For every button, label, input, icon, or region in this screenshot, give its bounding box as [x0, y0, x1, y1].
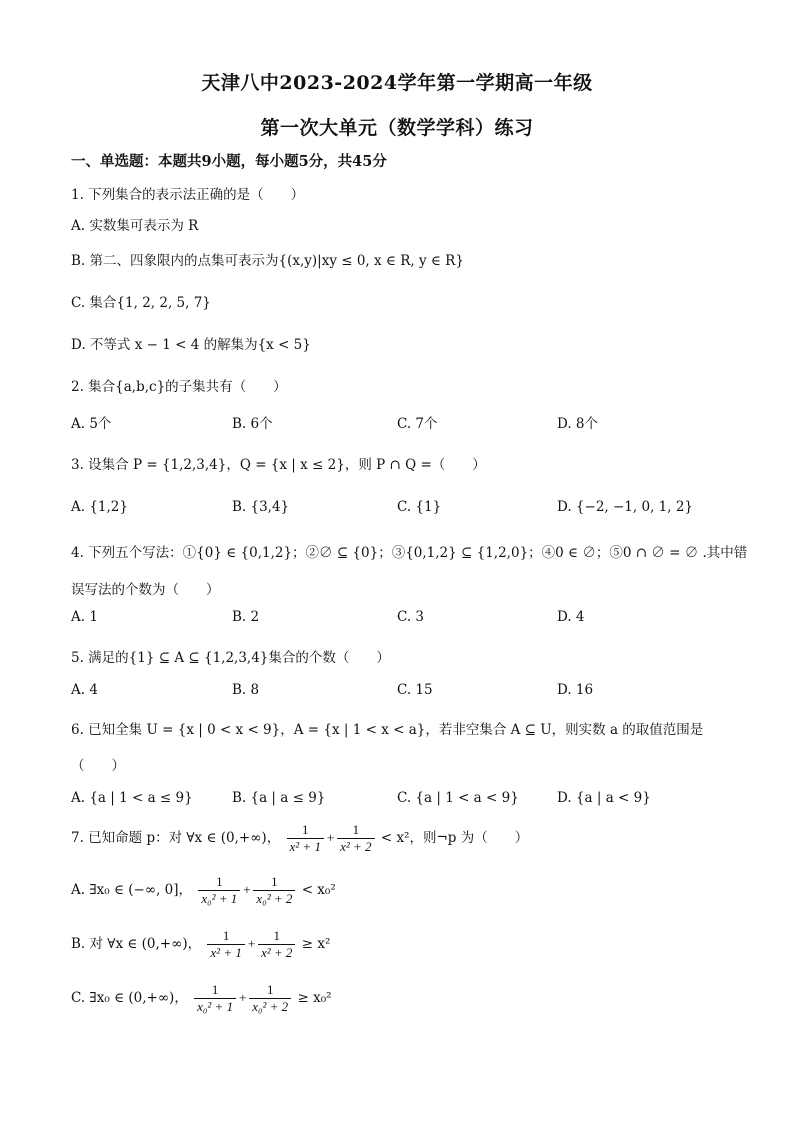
- q3-option-a: A. {1,2}: [71, 499, 128, 515]
- q7-option-c-prefix: C. ∃x₀ ∈ (0,+∞)，: [71, 990, 188, 1006]
- q7-option-b-suffix: ≥ x²: [301, 936, 331, 952]
- fraction-denominator: x² + 2: [260, 945, 293, 960]
- plus-sign: +: [246, 936, 256, 952]
- fraction: [207, 928, 244, 961]
- q4-option-a: A. 1: [71, 609, 98, 625]
- q7-stem-prefix: 7. 已知命题 p：对 ∀x ∈ (0,+∞)，: [71, 830, 281, 846]
- q6-stem-line1: 6. 已知全集 U = {x | 0 < x < 9}，A = {x | 1 < x < a}，若非空集合 A ⊆ U，则实数 a 的取值范围是: [71, 722, 704, 738]
- fraction-numerator: 1: [337, 822, 374, 839]
- fraction-numerator: 1: [287, 822, 324, 839]
- fraction-denominator: x₀² + 2: [252, 999, 289, 1014]
- fraction-numerator: 1: [198, 874, 240, 891]
- q1-stem: 1. 下列集合的表示法正确的是（ ）: [71, 187, 305, 203]
- fraction: [249, 982, 291, 1015]
- exam-title: 天津八中2023-2024学年第一学期高一年级: [201, 72, 593, 94]
- fraction-denominator: x₀² + 1: [201, 891, 238, 906]
- q5-option-a: A. 4: [71, 682, 98, 698]
- q2-option-b: B. 6个: [232, 416, 273, 432]
- q7-option-a-suffix: < x₀²: [301, 882, 336, 898]
- q3-option-b: B. {3,4}: [232, 499, 290, 515]
- q7-stem-suffix: < x²，则¬p 为（ ）: [380, 830, 529, 846]
- fraction: [287, 822, 324, 855]
- q3-option-c: C. {1}: [397, 499, 442, 515]
- exam-subtitle: 第一次大单元（数学学科）练习: [260, 117, 534, 139]
- fraction-denominator: x² + 1: [289, 839, 321, 854]
- q5-option-d: D. 16: [557, 682, 594, 698]
- q4-stem-line1: 4. 下列五个写法：①{0} ∈ {0,1,2}；②∅ ⊆ {0}；③{0,1,2} ⊆ {1,2,0}；④0 ∈ ∅；⑤0 ∩ ∅ = ∅ .其中错: [71, 545, 748, 561]
- q6-option-d: D. {a | a < 9}: [557, 790, 651, 806]
- fraction: [253, 874, 295, 907]
- q4-stem-line2: 误写法的个数为（ ）: [71, 582, 220, 598]
- q6-option-a: A. {a | 1 < a ≤ 9}: [71, 790, 193, 806]
- q7-option-a: [71, 874, 336, 907]
- plus-sign: +: [238, 990, 248, 1006]
- q2-stem: 2. 集合{a,b,c}的子集共有（ ）: [71, 379, 287, 395]
- q4-option-d: D. 4: [557, 609, 585, 625]
- fraction-numerator: 1: [253, 874, 295, 891]
- q5-option-b: B. 8: [232, 682, 260, 698]
- fraction: [258, 928, 295, 961]
- q4-option-b: B. 2: [232, 609, 260, 625]
- fraction-numerator: 1: [258, 928, 295, 945]
- fraction-numerator: 1: [249, 982, 291, 999]
- fraction-numerator: 1: [194, 982, 236, 999]
- q2-option-d: D. 8个: [557, 416, 599, 432]
- q3-option-d: D. {−2, −1, 0, 1, 2}: [557, 499, 694, 515]
- plus-sign: +: [325, 830, 336, 846]
- q7-option-a-prefix: A. ∃x₀ ∈ (−∞, 0]，: [71, 882, 193, 898]
- q3-stem: 3. 设集合 P = {1,2,3,4}，Q = {x | x ≤ 2}，则 P ∩ Q =（ ）: [71, 457, 486, 473]
- q7-option-b-prefix: B. 对 ∀x ∈ (0,+∞)，: [71, 936, 202, 952]
- q6-option-c: C. {a | 1 < a < 9}: [397, 790, 519, 806]
- fraction: [337, 822, 374, 855]
- q7-stem: [71, 822, 528, 855]
- q5-stem: 5. 满足的{1} ⊆ A ⊆ {1,2,3,4}集合的个数（ ）: [71, 650, 390, 666]
- q7-option-c: [71, 982, 332, 1015]
- q1-option-d: D. 不等式 x − 1 < 4 的解集为{x < 5}: [71, 337, 311, 353]
- q2-option-a: A. 5个: [71, 416, 112, 432]
- fraction-denominator: x² + 1: [210, 945, 242, 960]
- fraction: [198, 874, 240, 907]
- fraction-denominator: x₀² + 2: [256, 891, 293, 906]
- q1-option-a: A. 实数集可表示为 R: [71, 218, 199, 234]
- fraction-numerator: 1: [207, 928, 244, 945]
- q7-option-b: [71, 928, 330, 961]
- q7-option-c-suffix: ≥ x₀²: [297, 990, 332, 1006]
- q1-option-c: C. 集合{1, 2, 2, 5, 7}: [71, 295, 211, 311]
- q6-option-b: B. {a | a ≤ 9}: [232, 790, 326, 806]
- q4-option-c: C. 3: [397, 609, 425, 625]
- q6-stem-line2: （ ）: [71, 758, 125, 774]
- fraction: [194, 982, 236, 1015]
- plus-sign: +: [242, 882, 252, 898]
- section-heading: 一、单选题：本题共9小题，每小题5分，共45分: [71, 153, 387, 170]
- q1-option-b: B. 第二、四象限内的点集可表示为{(x,y)|xy ≤ 0, x ∈ R, y ∈ R}: [71, 253, 464, 269]
- fraction-denominator: x₀² + 1: [197, 999, 234, 1014]
- fraction-denominator: x² + 2: [340, 839, 372, 854]
- q2-option-c: C. 7个: [397, 416, 438, 432]
- q5-option-c: C. 15: [397, 682, 433, 698]
